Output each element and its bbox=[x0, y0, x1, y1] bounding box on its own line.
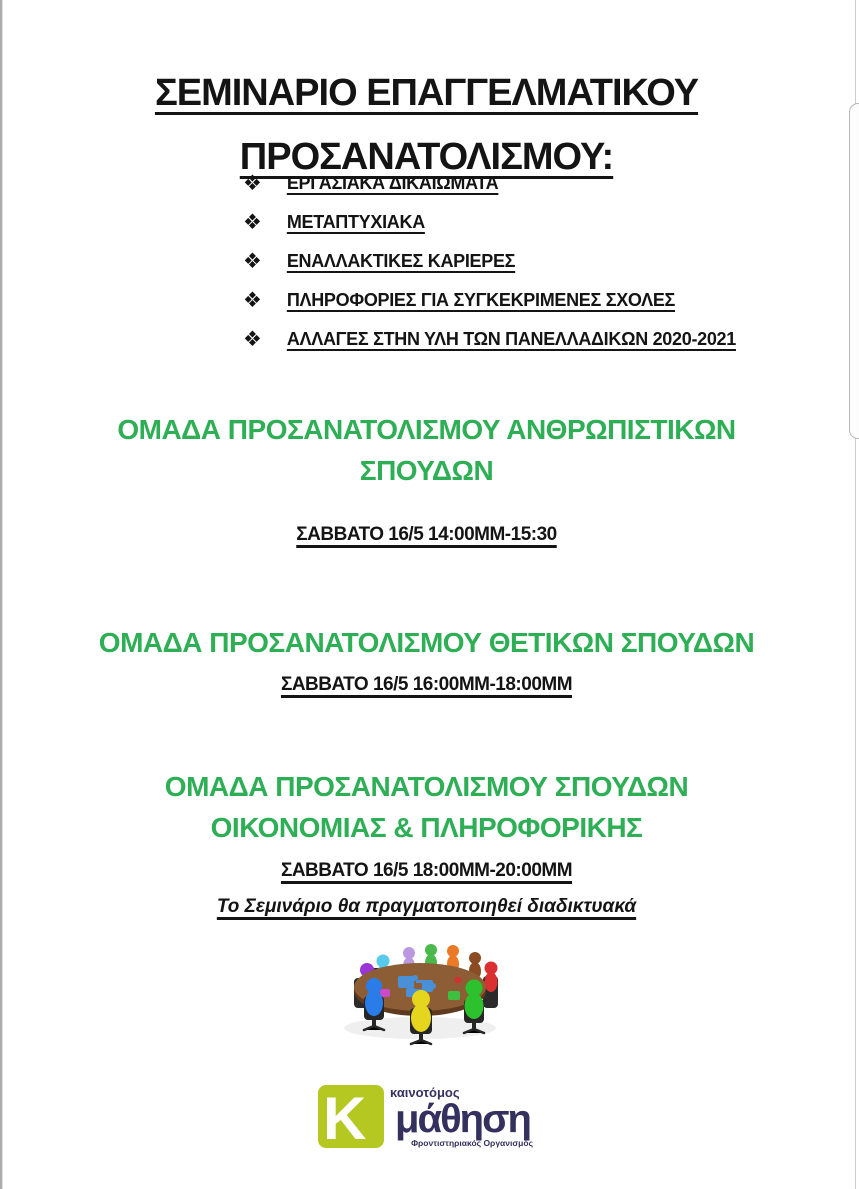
schedule-humanities: ΣΑΒΒΑΤΟ 16/5 14:00ΜΜ-15:30 bbox=[296, 524, 557, 545]
list-item bbox=[243, 320, 736, 359]
logo-letter: Κ bbox=[323, 1085, 367, 1152]
schedule-economics-informatics: ΣΑΒΒΑΤΟ 16/5 18:00ΜΜ-20:00ΜΜ bbox=[280, 860, 573, 881]
diamond-cluster-bullet-icon: ❖ bbox=[243, 328, 262, 351]
logo-brand-top: καινοτόμος bbox=[390, 1085, 460, 1100]
meeting-table-illustration-icon bbox=[336, 938, 508, 1046]
list-item-label: ΑΛΛΑΓΕΣ ΣΤΗΝ ΥΛΗ ΤΩΝ ΠΑΝΕΛΛΑΔΙΚΩΝ 2020-2021 bbox=[286, 329, 736, 349]
logo-brand-sub: Φροντιστηριακός Οργανισμός bbox=[411, 1138, 533, 1148]
list-item-label: ΜΕΤΑΠΤΥΧΙΑΚΑ bbox=[286, 212, 425, 232]
list-item bbox=[243, 164, 736, 203]
topics-list bbox=[243, 164, 736, 359]
kainotomos-mathisi-logo bbox=[317, 1080, 535, 1152]
schedule-sciences: ΣΑΒΒΑΤΟ 16/5 16:00ΜΜ-18:00ΜΜ bbox=[280, 674, 573, 695]
diamond-cluster-bullet-icon: ❖ bbox=[243, 289, 262, 312]
title-line-1: ΣΕΜΙΝΑΡΙΟ ΕΠΑΓΓΕΛΜΑΤΙΚΟΥ bbox=[154, 72, 699, 115]
section-heading-humanities: ΟΜΑΔΑ ΠΡΟΣΑΝΑΤΟΛΙΣΜΟΥ ΑΝΘΡΩΠΙΣΤΙΚΩΝ ΣΠΟΥΔΩΝ bbox=[117, 414, 736, 486]
logo-brand-main: μάθηση bbox=[395, 1097, 530, 1141]
list-item-label: ΕΡΓΑΣΙΑΚΑ ΔΙΚΑΙΩΜΑΤΑ bbox=[286, 173, 499, 193]
list-item-label: ΠΛΗΡΟΦΟΡΙΕΣ ΓΙΑ ΣΥΓΚΕΚΡΙΜΕΝΕΣ ΣΧΟΛΕΣ bbox=[286, 290, 676, 310]
list-item bbox=[243, 281, 736, 320]
title-line-2: ΠΡΟΣΑΝΑΤΟΛΙΣΜΟΥ: bbox=[239, 136, 614, 179]
list-item bbox=[243, 242, 736, 281]
section-heading-sciences: ΟΜΑΔΑ ΠΡΟΣΑΝΑΤΟΛΙΣΜΟΥ ΘΕΤΙΚΩΝ ΣΠΟΥΔΩΝ bbox=[98, 627, 755, 658]
list-item bbox=[243, 203, 736, 242]
diamond-cluster-bullet-icon: ❖ bbox=[243, 250, 262, 273]
list-item-label: ΕΝΑΛΛΑΚΤΙΚΕΣ ΚΑΡΙΕΡΕΣ bbox=[286, 251, 516, 271]
online-note: Το Σεμινάριο θα πραγματοποιηθεί διαδικτυακά bbox=[216, 896, 637, 917]
diamond-cluster-bullet-icon: ❖ bbox=[243, 211, 262, 234]
section-heading-economics-informatics: ΟΜΑΔΑ ΠΡΟΣΑΝΑΤΟΛΙΣΜΟΥ ΣΠΟΥΔΩΝ ΟΙΚΟΝΟΜΙΑΣ & ΠΛΗΡΟΦΟΡΙΚΗΣ bbox=[164, 771, 689, 843]
diamond-cluster-bullet-icon: ❖ bbox=[243, 172, 262, 195]
